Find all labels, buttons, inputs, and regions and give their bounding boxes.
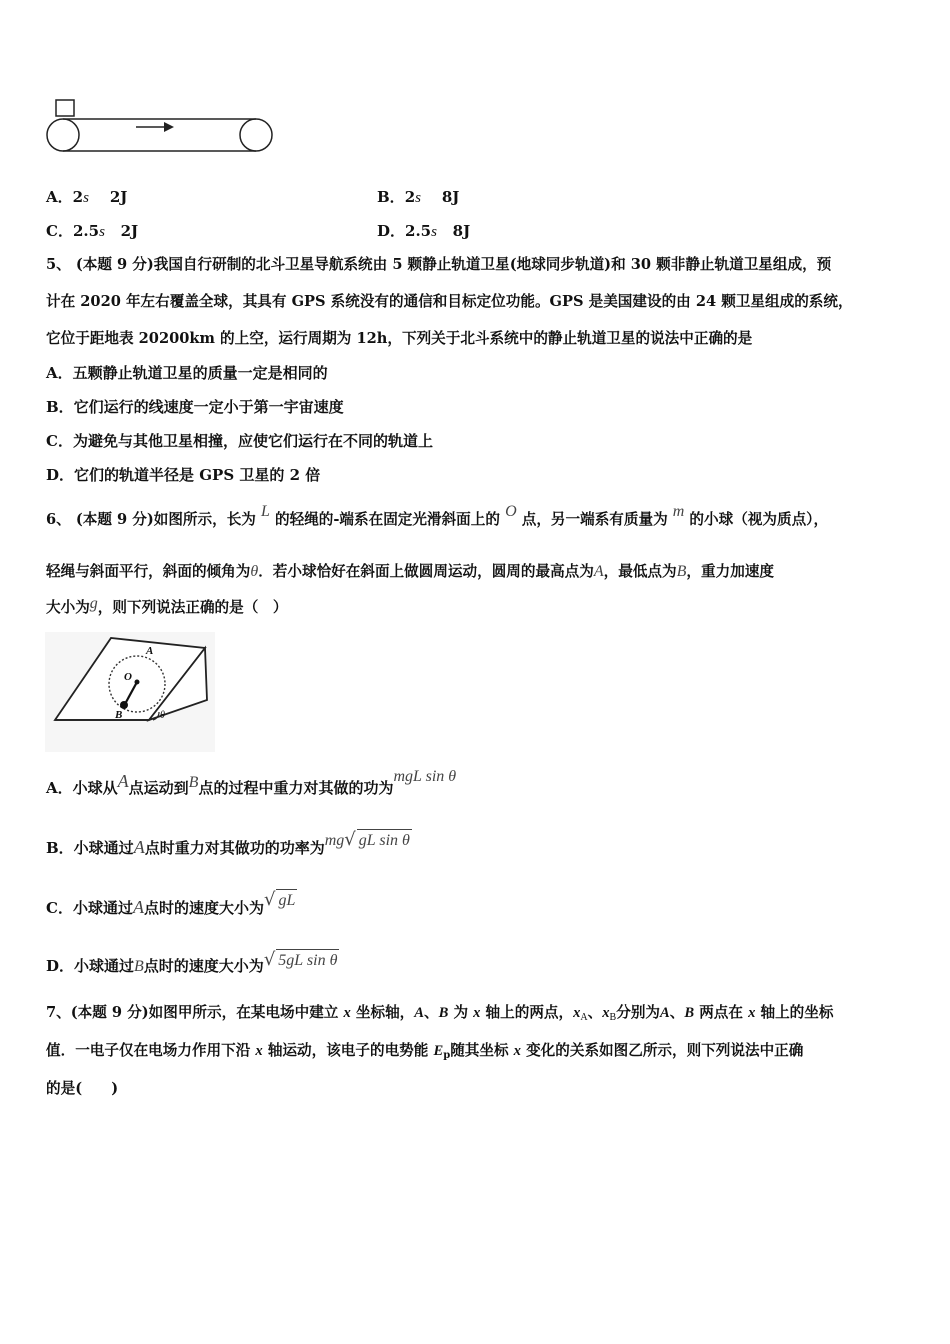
label-b: B	[115, 709, 123, 721]
q5-option-a: A．五颗静止轨道卫星的质量一定是相同的	[46, 364, 328, 382]
label-o: O	[124, 671, 132, 683]
right-pulley	[240, 119, 272, 151]
q6-stem-line2: 轻绳与斜面平行，斜面的倾角为θ．若小球恰好在斜面上做圆周运动，圆周的最高点为A，最低点为B，重力加速度	[46, 563, 774, 580]
q7-stem-line3: 的是( )	[46, 1080, 119, 1097]
q6-option-a: A．小球从A点运动到B点的过程中重力对其做的功为mgL sin θ	[46, 768, 457, 797]
q5-stem-line3: 它位于距地表 20200km 的上空，运行周期为 12h，下列关于北斗系统中的静止轨道卫星的说法中正确的是	[46, 330, 753, 347]
left-pulley	[47, 119, 79, 151]
ball	[120, 701, 128, 709]
q6-option-d: D．小球通过B点时的速度大小为√ 5gL sin θ	[46, 949, 338, 975]
q6-option-b: B．小球通过A点时重力对其做功的功率为mg√ gL sin θ	[46, 829, 410, 857]
q4-option-d: D．2.5s 8J	[377, 222, 471, 240]
q6-stem-line3: 大小为g，则下列说法正确的是（ ）	[46, 595, 288, 616]
q5-stem-line2: 计在 2020 年左右覆盖全球，其具有 GPS 系统没有的通信和目标定位功能。GPS 是美国建设的由 24 颗卫星组成的系统，	[46, 293, 853, 310]
q6-option-c: C．小球通过A点时的速度大小为√ gL	[46, 889, 296, 917]
q7-stem-line2: 值．一电子仅在电场力作用下沿 x 轴运动，该电子的电势能 $E_p$随其坐标 x 变化的关系如图乙所示，则下列说法中正确	[46, 1042, 804, 1061]
q5-option-d: D．它们的轨道半径是 GPS 卫星的 2 倍	[46, 466, 321, 484]
q4-option-b: B．2s 8J	[377, 188, 460, 206]
q5-option-b: B．它们运行的线速度一定小于第一宇宙速度	[46, 398, 344, 416]
incline-circle-figure	[45, 632, 215, 752]
label-theta: θ	[160, 710, 165, 721]
label-a: A	[146, 645, 154, 657]
q5-stem-line1: 5、 (本题 9 分)我国自行研制的北斗卫星导航系统由 5 颗静止轨道卫星(地球同步轨道)和 30 颗非静止轨道卫星组成，预	[46, 256, 832, 273]
q5-option-c: C．为避免与其他卫星相撞，应使它们运行在不同的轨道上	[46, 432, 433, 450]
block	[56, 100, 74, 116]
q7-stem-line1: 7、(本题 9 分)如图甲所示，在某电场中建立 x 坐标轴，A、B 为 x 轴上的两点，$x_A$、$x_B$分别为A、B 两点在 x 轴上的坐标	[46, 1004, 834, 1023]
conveyor-belt-figure	[40, 96, 280, 158]
q4-option-c: C．2.5s 2J	[46, 222, 139, 240]
q6-stem-line1: 6、 (本题 9 分)如图所示，长为 L 的轻绳的-端系在固定光滑斜面上的 O 点，另一端系有质量为 m 的小球（视为质点），	[46, 503, 829, 528]
center-o	[135, 680, 140, 685]
q4-option-a: A．2s 2J	[46, 188, 128, 206]
